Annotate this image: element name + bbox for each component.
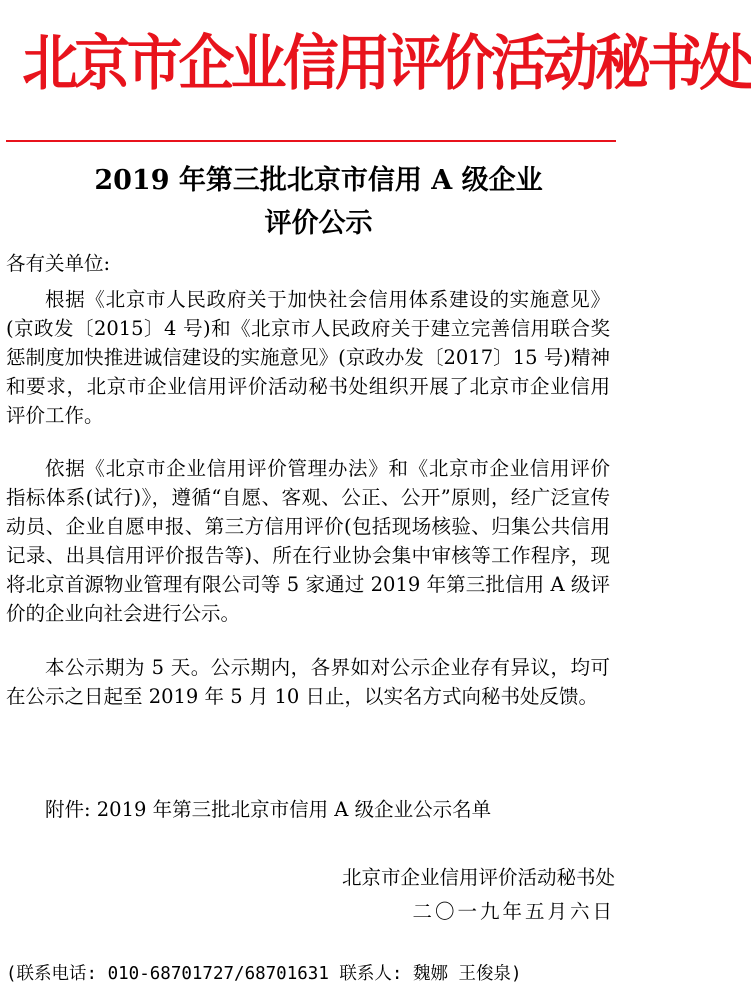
attachment-note: 附件: 2019 年第三批北京市信用 A 级企业公示名单 [45, 798, 492, 821]
paragraph-basis: 根据《北京市人民政府关于加快社会信用体系建设的实施意见》(京政发〔2015〕4 号)和《北京市人民政府关于建立完善信用联合奖惩制度加快推进诚信建设的实施意见》(京政办发〔2017〕15 号)精神和要求，北京市企业信用评价活动秘书处组织开展了北京市企业信用评价工作。 [6, 288, 610, 427]
document-title-line-1: 2019 年第三批北京市信用 A 级企业 [94, 165, 543, 196]
contact-info: (联系电话: 010-68701727/68701631 联系人: 魏娜 王俊泉) [6, 964, 522, 984]
paragraph-procedure: 依据《北京市企业信用评价管理办法》和《北京市企业信用评价指标体系(试行)》，遵循“自愿、客观、公正、公开”原则，经广泛宣传动员、企业自愿申报、第三方信用评价(包括现场核验、归集公共信用记录、出具信用评价报告等)、所在行业协会集中审核等工作程序，现将北京首源物业管理有限公司等 5 家通过 2019 年第三批信用 A 级评价的企业向社会进行公示。 [6, 457, 610, 625]
letterhead-divider [6, 140, 616, 142]
signature-org: 北京市企业信用评价活动秘书处 [341, 866, 615, 889]
salutation: 各有关单位: [6, 252, 111, 275]
signature-date: 二〇一九年五月六日 [412, 900, 615, 923]
paragraph-objection-period: 本公示期为 5 天。公示期内，各界如对公示企业存有异议，均可在公示之日起至 2019 年 5 月 10 日止，以实名方式向秘书处反馈。 [6, 656, 610, 708]
document-title-line-2: 评价公示 [264, 208, 373, 239]
letterhead-org-name: 北京市企业信用评价活动秘书处 [22, 29, 751, 99]
